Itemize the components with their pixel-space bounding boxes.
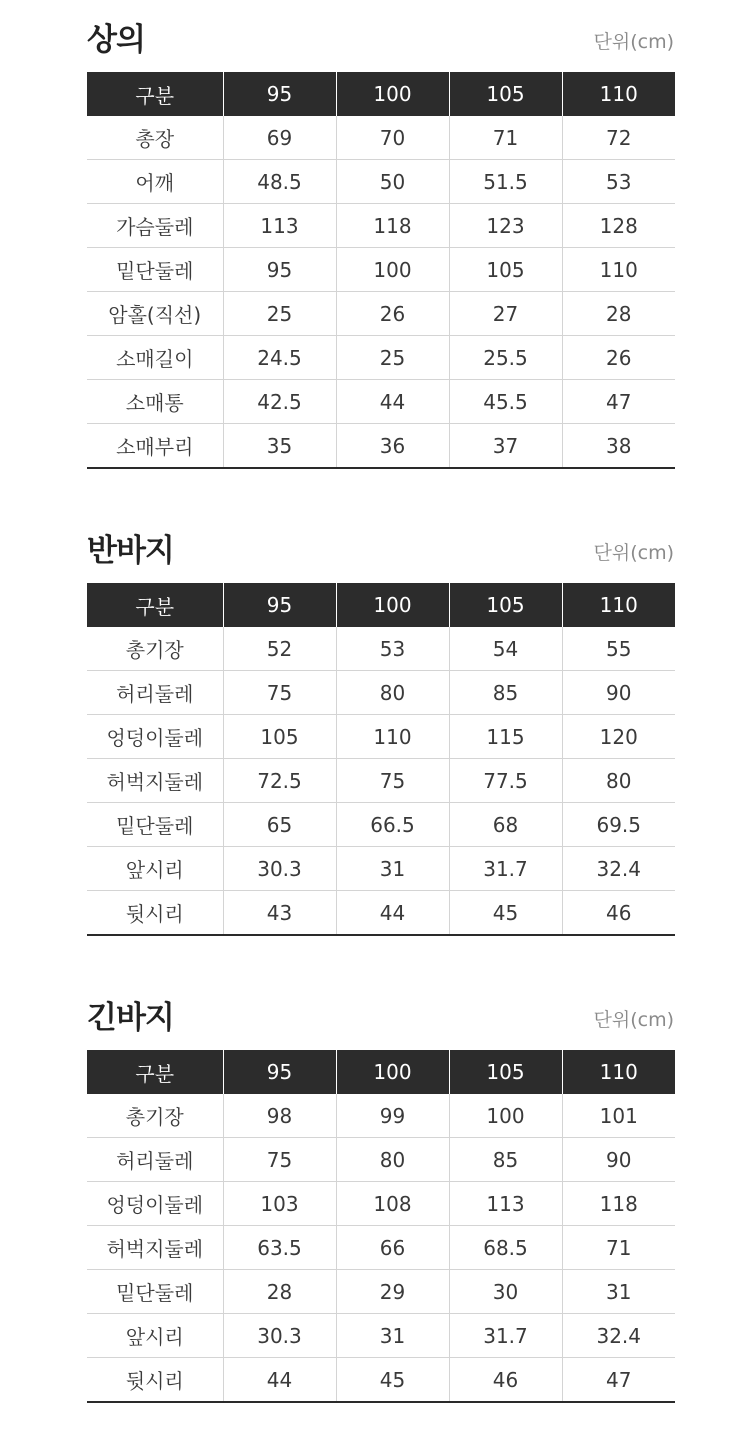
unit-label: 단위(cm) [593,1009,674,1031]
table-row [87,891,675,936]
table-row [87,1182,675,1226]
cell-value: 128 [562,204,675,248]
header-cell-size: 110 [562,583,675,627]
table-row [87,847,675,891]
table-row [87,248,675,292]
cell-value: 110 [336,715,449,759]
row-label: 밑단둘레 [87,248,223,292]
table-header-row [87,1050,675,1094]
cell-value: 105 [223,715,336,759]
cell-value: 85 [449,671,562,715]
row-label: 허리둘레 [87,671,223,715]
section-title: 긴바지 [87,1000,174,1036]
header-cell-size: 100 [336,1050,449,1094]
table-row [87,1138,675,1182]
cell-value: 31 [336,847,449,891]
cell-value: 54 [449,627,562,671]
cell-value: 110 [562,248,675,292]
header-cell-size: 110 [562,72,675,116]
cell-value: 120 [562,715,675,759]
cell-value: 36 [336,424,449,469]
table-row [87,803,675,847]
table-row [87,424,675,469]
row-label: 앞시리 [87,847,223,891]
row-label: 총기장 [87,627,223,671]
header-cell-size: 100 [336,583,449,627]
table-row [87,160,675,204]
cell-value: 80 [336,671,449,715]
table-header-row [87,72,675,116]
row-label: 가슴둘레 [87,204,223,248]
cell-value: 90 [562,1138,675,1182]
row-label: 총장 [87,116,223,160]
cell-value: 68.5 [449,1226,562,1270]
cell-value: 30 [449,1270,562,1314]
cell-value: 47 [562,380,675,424]
table-row [87,1314,675,1358]
cell-value: 53 [562,160,675,204]
table-row [87,627,675,671]
row-label: 소매통 [87,380,223,424]
cell-value: 29 [336,1270,449,1314]
cell-value: 42.5 [223,380,336,424]
row-label: 뒷시리 [87,1358,223,1403]
cell-value: 31 [336,1314,449,1358]
cell-value: 25.5 [449,336,562,380]
cell-value: 71 [562,1226,675,1270]
cell-value: 51.5 [449,160,562,204]
table-row [87,671,675,715]
header-cell-category: 구분 [87,1050,223,1094]
header-cell-size: 95 [223,1050,336,1094]
header-cell-size: 95 [223,72,336,116]
size-table-long-pants [87,1050,675,1403]
row-label: 허벅지둘레 [87,1226,223,1270]
cell-value: 115 [449,715,562,759]
row-label: 밑단둘레 [87,803,223,847]
cell-value: 30.3 [223,847,336,891]
row-label: 뒷시리 [87,891,223,936]
header-cell-size: 105 [449,1050,562,1094]
cell-value: 28 [223,1270,336,1314]
cell-value: 31.7 [449,1314,562,1358]
table-row [87,116,675,160]
header-cell-category: 구분 [87,583,223,627]
cell-value: 75 [223,671,336,715]
cell-value: 100 [449,1094,562,1138]
cell-value: 38 [562,424,675,469]
cell-value: 123 [449,204,562,248]
header-cell-size: 100 [336,72,449,116]
cell-value: 25 [336,336,449,380]
table-row [87,380,675,424]
row-label: 암홀(직선) [87,292,223,336]
cell-value: 113 [223,204,336,248]
cell-value: 53 [336,627,449,671]
cell-value: 66 [336,1226,449,1270]
row-label: 소매길이 [87,336,223,380]
cell-value: 75 [336,759,449,803]
table-row [87,204,675,248]
cell-value: 24.5 [223,336,336,380]
cell-value: 113 [449,1182,562,1226]
row-label: 엉덩이둘레 [87,715,223,759]
cell-value: 31 [562,1270,675,1314]
cell-value: 52 [223,627,336,671]
cell-value: 85 [449,1138,562,1182]
cell-value: 65 [223,803,336,847]
cell-value: 46 [562,891,675,936]
row-label: 밑단둘레 [87,1270,223,1314]
cell-value: 28 [562,292,675,336]
cell-value: 27 [449,292,562,336]
row-label: 허리둘레 [87,1138,223,1182]
row-label: 소매부리 [87,424,223,469]
cell-value: 26 [336,292,449,336]
table-row [87,759,675,803]
row-label: 앞시리 [87,1314,223,1358]
row-label: 총기장 [87,1094,223,1138]
cell-value: 100 [336,248,449,292]
cell-value: 45 [336,1358,449,1403]
header-cell-category: 구분 [87,72,223,116]
header-cell-size: 95 [223,583,336,627]
table-row [87,292,675,336]
unit-label: 단위(cm) [593,542,674,564]
section-header [87,978,674,1050]
section-long-pants [87,978,674,1403]
cell-value: 72.5 [223,759,336,803]
size-table-shorts [87,583,675,936]
section-header [87,511,674,583]
cell-value: 32.4 [562,1314,675,1358]
cell-value: 75 [223,1138,336,1182]
row-label: 어깨 [87,160,223,204]
cell-value: 69 [223,116,336,160]
cell-value: 105 [449,248,562,292]
cell-value: 70 [336,116,449,160]
cell-value: 44 [223,1358,336,1403]
cell-value: 118 [336,204,449,248]
cell-value: 101 [562,1094,675,1138]
cell-value: 47 [562,1358,675,1403]
cell-value: 71 [449,116,562,160]
row-label: 엉덩이둘레 [87,1182,223,1226]
cell-value: 37 [449,424,562,469]
table-row [87,1226,675,1270]
cell-value: 46 [449,1358,562,1403]
cell-value: 25 [223,292,336,336]
section-title: 반바지 [87,533,174,569]
cell-value: 45 [449,891,562,936]
cell-value: 66.5 [336,803,449,847]
cell-value: 108 [336,1182,449,1226]
cell-value: 68 [449,803,562,847]
cell-value: 50 [336,160,449,204]
cell-value: 31.7 [449,847,562,891]
cell-value: 80 [562,759,675,803]
cell-value: 72 [562,116,675,160]
cell-value: 63.5 [223,1226,336,1270]
cell-value: 44 [336,380,449,424]
header-cell-size: 105 [449,583,562,627]
cell-value: 77.5 [449,759,562,803]
cell-value: 80 [336,1138,449,1182]
table-header-row [87,583,675,627]
cell-value: 44 [336,891,449,936]
section-title: 상의 [87,22,145,58]
row-label: 허벅지둘레 [87,759,223,803]
table-row [87,1358,675,1403]
section-top [87,0,674,469]
table-row [87,715,675,759]
cell-value: 118 [562,1182,675,1226]
cell-value: 35 [223,424,336,469]
cell-value: 99 [336,1094,449,1138]
section-header [87,0,674,72]
cell-value: 103 [223,1182,336,1226]
cell-value: 26 [562,336,675,380]
table-row [87,1270,675,1314]
cell-value: 90 [562,671,675,715]
cell-value: 30.3 [223,1314,336,1358]
cell-value: 98 [223,1094,336,1138]
header-cell-size: 105 [449,72,562,116]
cell-value: 32.4 [562,847,675,891]
table-row [87,1094,675,1138]
cell-value: 69.5 [562,803,675,847]
unit-label: 단위(cm) [593,31,674,53]
cell-value: 43 [223,891,336,936]
section-shorts [87,511,674,936]
header-cell-size: 110 [562,1050,675,1094]
table-row [87,336,675,380]
cell-value: 55 [562,627,675,671]
cell-value: 48.5 [223,160,336,204]
cell-value: 95 [223,248,336,292]
size-table-top [87,72,675,469]
cell-value: 45.5 [449,380,562,424]
